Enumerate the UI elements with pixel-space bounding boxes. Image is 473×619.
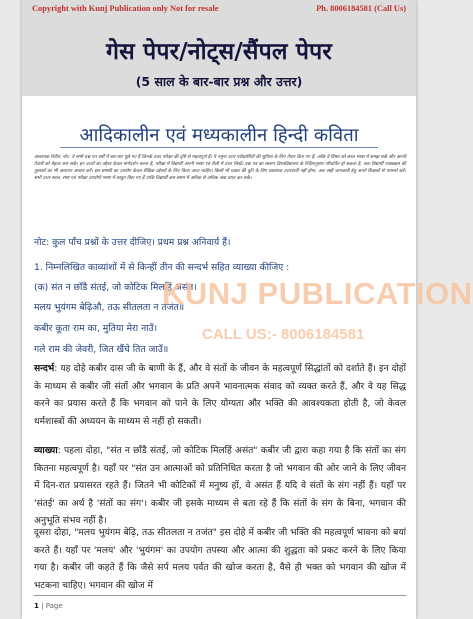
couplet-line-1: (क) संत न छाँडै संतई, जो कोटिक मिलहिं असंत।	[34, 282, 197, 293]
question-1: 1. निम्नलिखित काव्यांशों में से किन्हीं तीन की सन्दर्भ सहित व्याख्या कीजिए :	[34, 262, 290, 273]
intro-text: आवश्यक निर्देश: नोट- ये सभी प्रश्न गत वर्षों में बार-बार पूछे गए हैं जिनके उत्तर परीक्षा की दृष्टि से महत्वपूर्ण हैं। ये नमूना उत्तर परीक्षार्थियों की सुविधा के लिए तैयार किए गए हैं, ताकि वे विषय को सरल भाषा में समझ सकें और अपनी तैयारी को बेहतर बना सकें। इन उत्तरों का उद्देश्य केवल मार्गदर्शन करना है, परीक्षा में विद्यार्थी अपनी भाषा एवं शैली में उत्तर लिखें। प्रश्न पत्र का स्वरूप विश्वविद्यालय के निर्देशानुसार परिवर्तित हो सकता है, अतः विद्यार्थी पाठ्यक्रम की पुस्तकों का भी अध्ययन अवश्य करें। इस सामग्री का उपयोग केवल शैक्षिक उद्देश्यों के लिए किया जाना चाहिए। किसी भी प्रकार की त्रुटि के लिए प्रकाशक उत्तरदायी नहीं होगा, अतः सही जानकारी हेतु अपने शिक्षकों से परामर्श करें। सभी उत्तर सरल, स्पष्ट एवं परीक्षा उपयोगी भाषा में प्रस्तुत किए गए हैं ताकि विद्यार्थी कम समय में अधिक से अधिक अंक प्राप्त कर सकें।	[34, 155, 406, 181]
footer-divider	[34, 595, 406, 596]
copyright-text: Copyright with Kunj Publication only Not for resale	[32, 4, 219, 13]
couplet-line-3: कबीर कूता राम का, मुतिया मेरा नाउँ।	[34, 323, 158, 334]
page-label: Page	[45, 602, 63, 610]
copyright-line	[32, 4, 406, 13]
context-text: : यह दोहे कबीर दास जी के बाणी के हैं, और वे संतों के जीवन के महत्वपूर्ण सिद्धांतों को दर्शाते हैं। इन दोहों के माध्यम से कबीर जी संतों और भगवान के प्रति अपने भावनात्मक संवाद को व्यक्त करते हैं, और वे यह सिद्ध करने का प्रयास करते हैं कि भगवान को पाने के लिए योग्यता और भक्ति की आवश्यकता होती है, जो केवल धर्मशास्त्रों की अध्ययन के माध्यम से नहीं हो सकती।	[34, 364, 406, 427]
context-label: सन्दर्भ	[34, 364, 55, 374]
second-couplet-paragraph: दूसरा दोहा, "मलय भुयंगम बेढ़ि, तऊ सीतलता न तजंत" इस दोहे में कबीर जी भक्ति की महत्वपूर्ण भावना को बयां करते हैं। यहाँ पर 'मलय' और 'भुयंगम' का उपयोग तपस्या और आत्मा की शुद्धता को प्रकट करने के लिए किया गया है। कबीर जी कहते हैं कि जैसे सर्प मलय पर्वत की खोज करता है, वैसे ही भक्त को भगवान की खोज में भटकना चाहिए। भगवान की खोज में	[34, 528, 406, 591]
explanation-text: : पहला दोहा, "संत न छाँडै संतई, जो कोटिक मिलहिं असंत" कबीर जी द्वारा कहा गया है कि संतों का संग कितना महत्वपूर्ण है। यहाँ पर "संत उन आत्माओं को प्रतिनिधित करता है जो भगवान की ओर जाने के लिए जीवन में दिन-रात प्रयासरत रहते हैं। जितने भी कोटिकों में मनुष्य हों, वे असंत हैं यदि वे संतों के संग नहीं हैं। यहाँ पर 'संतई' का अर्थ है 'संतों का संग'। कबीर जी इसके माध्यम से बता रहे हैं कि संतों के संग के बिना, भगवान की अनुभूति संभव नहीं है।	[34, 446, 406, 526]
explanation-label: व्याख्या	[34, 446, 58, 456]
explanation-paragraph	[34, 443, 406, 531]
sub-title: (5 साल के बार-बार प्रश्न और उत्तर)	[135, 74, 303, 89]
page-footer: 1 | Page	[34, 602, 63, 610]
title-underline	[60, 147, 378, 148]
couplet-line-4: गले राम की जेवरी, जित खैंचे तित जाउँ॥	[34, 344, 169, 355]
page-number: 1	[34, 602, 39, 610]
context-paragraph	[34, 361, 406, 431]
couplet-line-2: मलय भुयंगम बेढ़िऔ, तऊ सीतलता न तजंत॥	[34, 302, 185, 313]
note-line: नोट: कुल पाँच प्रश्नों के उत्तर दीजिए। प्रथम प्रश्न अनिवार्य हैं।	[34, 237, 231, 248]
watermark-call: CALL US:- 8006184581	[202, 326, 365, 343]
main-title: गेस पेपर/नोट्स/सैंपल पेपर	[105, 39, 333, 65]
phone-text: Ph. 8006184581 (Call Us)	[316, 4, 406, 13]
section-title: आदिकालीन एवं मध्यकालीन हिन्दी कविता	[79, 125, 359, 146]
header-banner	[22, 0, 416, 96]
document-page	[22, 0, 473, 619]
watermark-brand: KUNJ PUBLICATION	[162, 276, 473, 311]
